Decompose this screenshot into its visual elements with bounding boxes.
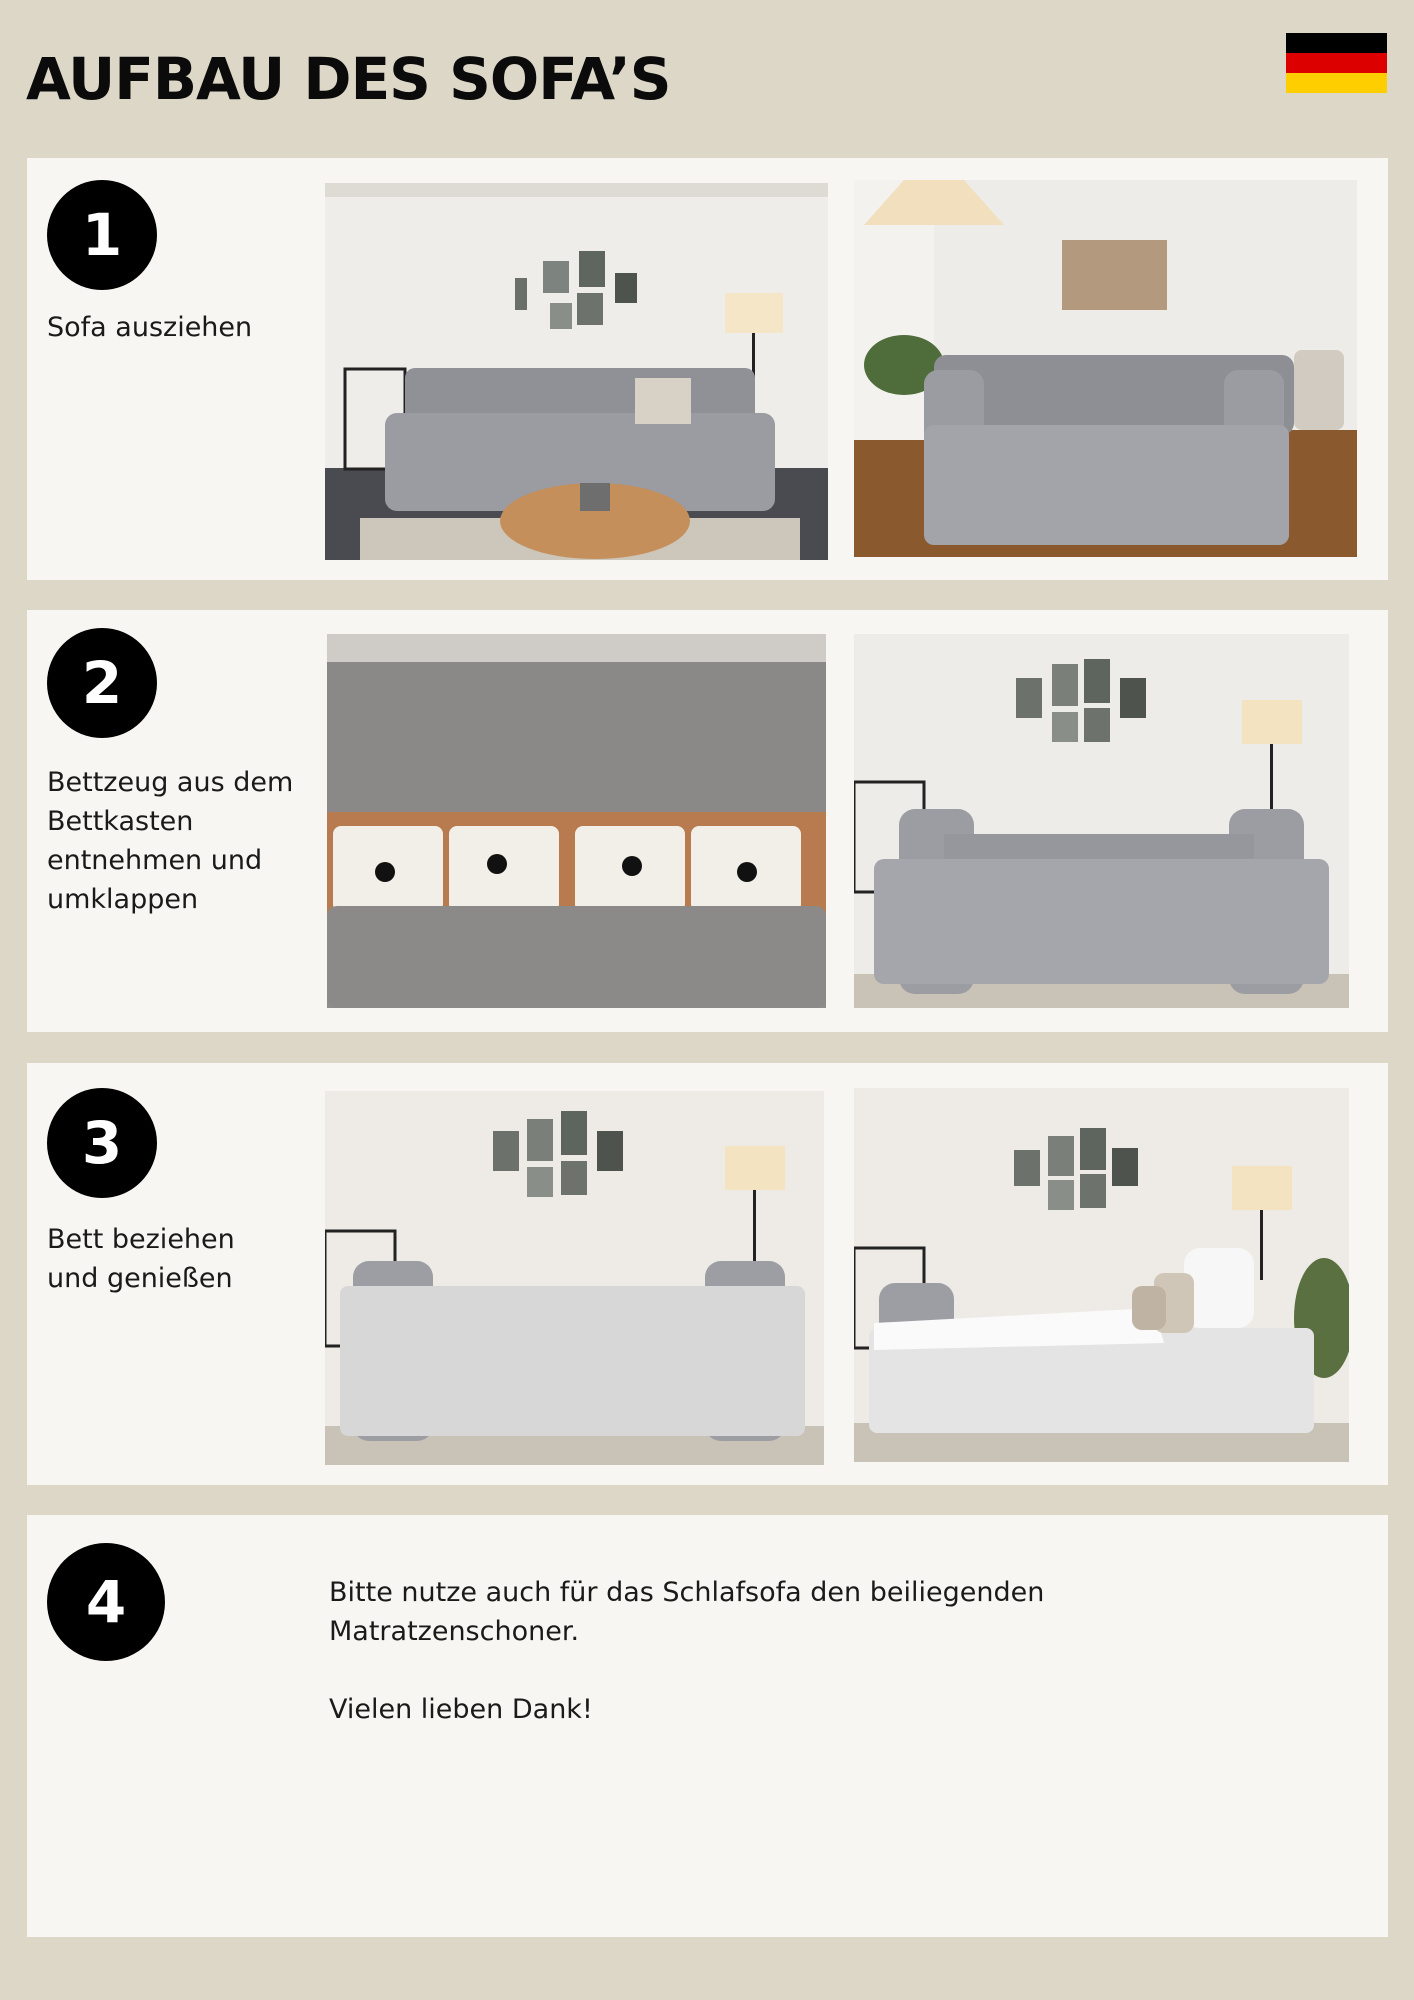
- step-number-badge: 1: [47, 180, 157, 290]
- photo-sofa-folded-open: [854, 634, 1349, 1008]
- closing-note: Bitte nutze auch für das Schlafsofa den beiliegenden Matratzenschoner. Vielen lieben Dank!: [329, 1577, 1045, 1725]
- step-3-text: Bett beziehen und genießen: [47, 1224, 235, 1294]
- photo-sofa-living-room: [325, 183, 828, 560]
- step-2-card: [27, 610, 1388, 1032]
- photo-bed-box-bedding: [327, 634, 826, 1008]
- step-3-card: [27, 1063, 1388, 1485]
- step-1-card: [27, 158, 1388, 580]
- germany-flag-icon: [1286, 33, 1387, 93]
- photo-sofa-pulled-out: [854, 180, 1357, 557]
- step-number-badge: 4: [47, 1543, 165, 1661]
- step-1-text: Sofa ausziehen: [47, 312, 253, 343]
- photo-bed-sheet-covered: [325, 1091, 824, 1465]
- page-title: AUFBAU DES SOFA’S: [26, 45, 671, 113]
- photo-bed-made-with-pillows: [854, 1088, 1349, 1462]
- step-number-badge: 2: [47, 628, 157, 738]
- step-number-badge: 3: [47, 1088, 157, 1198]
- step-2-text: Bettzeug aus dem Bettkasten entnehmen und umklappen: [47, 767, 294, 915]
- step-4-card: [27, 1515, 1388, 1937]
